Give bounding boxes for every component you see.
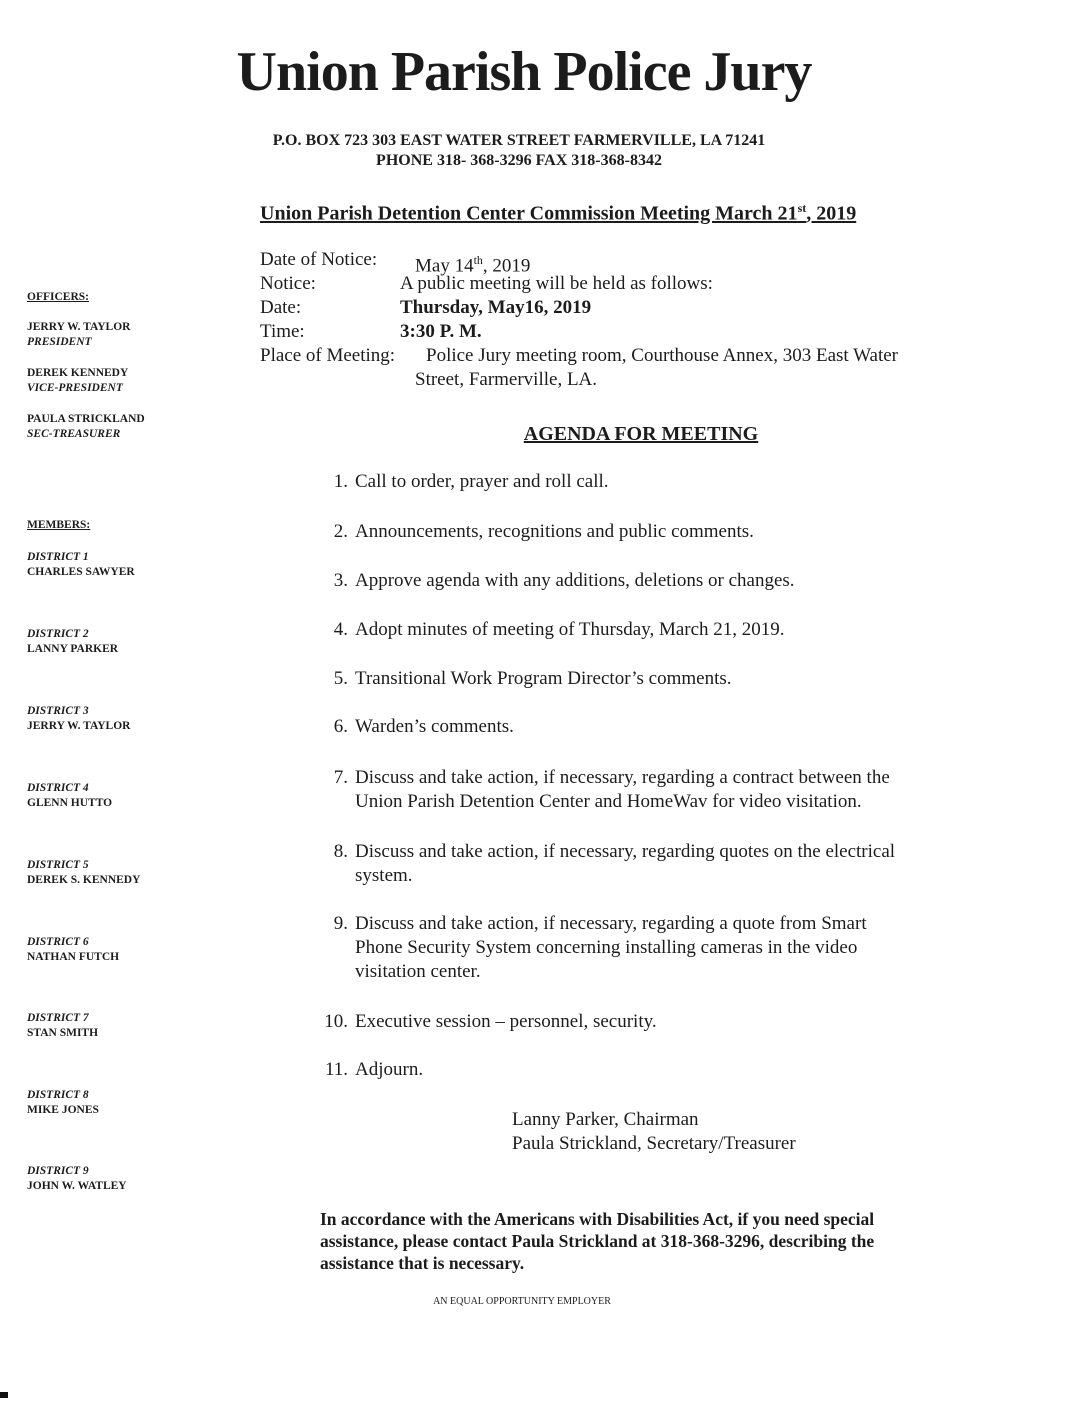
chairman-signature: Lanny Parker, Chairman bbox=[512, 1109, 699, 1130]
equal-opportunity-footer: AN EQUAL OPPORTUNITY EMPLOYER bbox=[433, 1296, 611, 1307]
member-entry: DISTRICT 1 CHARLES SAWYER bbox=[27, 551, 135, 578]
member-entry: DISTRICT 2 LANNY PARKER bbox=[27, 628, 119, 655]
members-heading: MEMBERS: bbox=[27, 519, 91, 531]
phone-line: PHONE 318- 368-3296 FAX 318-368-8342 bbox=[376, 152, 662, 169]
agenda-heading: AGENDA FOR MEETING bbox=[523, 423, 759, 445]
member-entry: DISTRICT 7 STAN SMITH bbox=[27, 1012, 99, 1039]
meeting-subtitle: Union Parish Detention Center Commission Meeting March 21st, 2019 bbox=[260, 201, 857, 225]
member-entry: DISTRICT 9 JOHN W. WATLEY bbox=[27, 1165, 127, 1192]
member-entry: DISTRICT 3 JERRY W. TAYLOR bbox=[27, 705, 131, 732]
secretary-signature: Paula Strickland, Secretary/Treasurer bbox=[512, 1133, 796, 1154]
officers-heading: OFFICERS: bbox=[27, 291, 89, 303]
signature-block bbox=[512, 1108, 796, 1156]
scan-mark bbox=[0, 1392, 8, 1398]
member-entry: DISTRICT 4 GLENN HUTTO bbox=[27, 782, 113, 809]
member-entry: DISTRICT 6 NATHAN FUTCH bbox=[27, 936, 120, 963]
officer-entry: DEREK KENNEDY VICE-PRESIDENT bbox=[27, 367, 129, 394]
ada-notice: In accordance with the Americans with Disabilities Act, if you need special assistance, please contact Paula Strickland at 318-368-3296, describing the assistance that is necessary. bbox=[320, 1209, 875, 1273]
member-entry: DISTRICT 5 DEREK S. KENNEDY bbox=[27, 859, 141, 886]
officer-entry: JERRY W. TAYLOR PRESIDENT bbox=[27, 321, 131, 348]
page-title: Union Parish Police Jury bbox=[236, 41, 812, 103]
officer-entry: PAULA STRICKLAND SEC-TREASURER bbox=[27, 413, 145, 440]
address-line: P.O. BOX 723 303 EAST WATER STREET FARMERVILLE, LA 71241 bbox=[272, 132, 766, 149]
member-entry: DISTRICT 8 MIKE JONES bbox=[27, 1089, 99, 1116]
